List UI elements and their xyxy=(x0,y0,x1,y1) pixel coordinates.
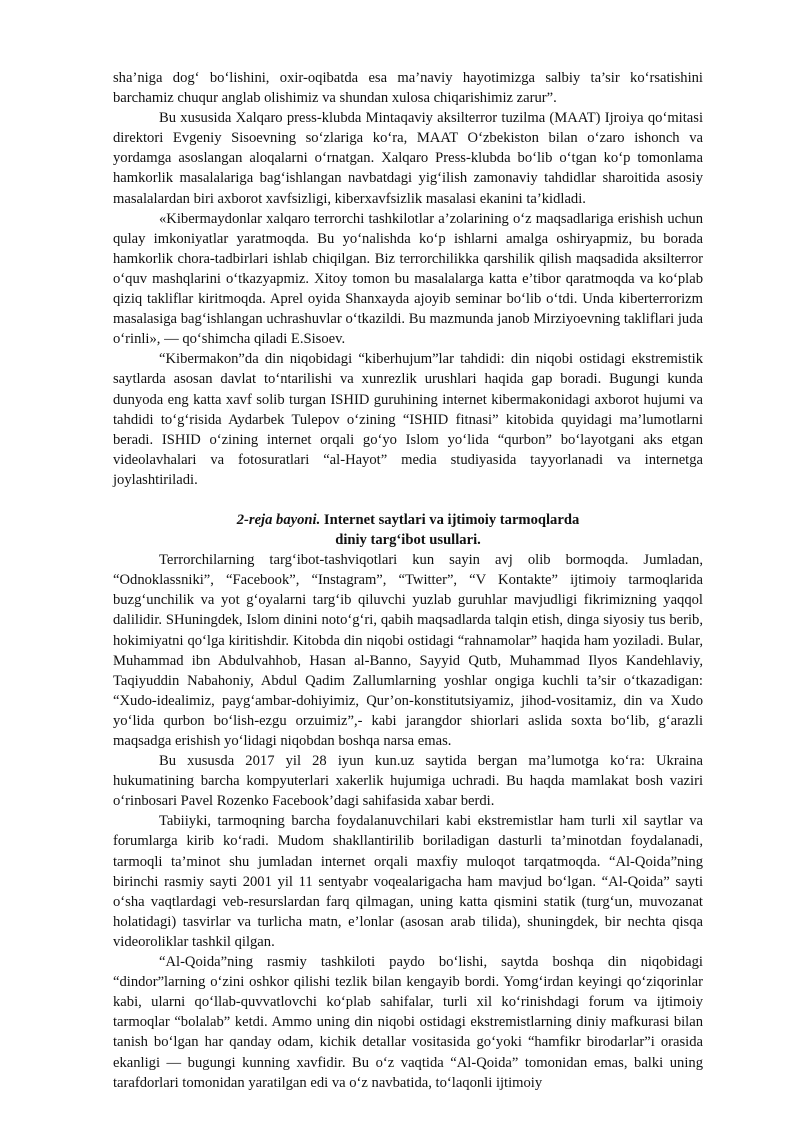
document-page xyxy=(113,68,703,1093)
paragraph-terrorchilar: Terrorchilarning targ‘ibot-tashviqotlari kun sayin avj olib bormoqda. Jumladan, “Odnoklassniki”, “Facebook”, “Instagram”, “Twitter”, “V Kontakte” ijtimoiy tarmoqlarida buzg‘unchilik va yot g‘oyalarni targ‘ib qiluvchi yuzlab guruhlar mavjudligi fikrimizning yaqqol dalilidir. SHuningdek, Islom dinini noto‘g‘ri, qabih maqsadlarda talqin etish, dinga siyosiy tus berib, hokimiyatni qo‘lga kiritishdir. Kitobda din niqobi ostidagi “rahnamolar” haqida ham yoziladi. Bular, Muhammad ibn Abdulvahhob, Hasan al-Banno, Sayyid Qutb, Muhammad Ilyos Kandehlaviy, Taqiyuddin Nabahoniy, Abdul Qadim Zallumlarning yoshlar ongiga kuchli ta’sir o‘tkazadigan: “Xudo-idealimiz, payg‘ambar-dohiyimiz, Qur’on-konstitutsiyamiz, jihod-vositamiz, din va Xudo yo‘lida qurbon bo‘lish-ezgu orzuimiz”,- kabi jarangdor shiorlari aslida soxta bo‘lib, g‘arazli maqsadga erishish yo‘lidagi niqobdan boshqa narsa emas. xyxy=(113,552,703,749)
paragraph-kibermaydon-quote: «Kibermaydonlar xalqaro terrorchi tashkilotlar a’zolarining o‘z maqsadlariga erishish uchun qulay imkoniyatlar yaratmoqda. Bu yo‘nalishda ko‘p ishlarni amalga oshiryapmiz, bu borada hamkorlik chora-tadbirlari ishlab chiqilgan. Biz terrorchilikka qarshilik qilish maqsadida aksilterror o‘quv mashqlarini o‘tkazyapmiz. Xitoy tomon bu masalalarga katta e’tibor qaratmoqda va ko‘plab qiziq takliflar kiritmoqda. Aprel oyida Shanxayda ajoyib seminar bo‘lib o‘tdi. Unda kiberterrorizm masalasiga bag‘ishlangan uchrashuvlar o‘tkazildi. Bu mazmunda janob Mirziyoevning takliflari juda o‘rinli», — qo‘shimcha qiladi E.Sisoev. xyxy=(113,210,703,348)
paragraph-kibermakon: “Kibermakon”da din niqobidagi “kiberhujum”lar tahdidi: din niqobi ostidagi ekstremistik saytlarda asosan davlat to‘ntarilishi va xunrezlik urushlari haqida gap boradi. Bugungi kunda dunyoda eng katta xavf solib turgan ISHID guruhining internet kibermakonidagi axborot hujumi va tahdidi to‘g‘risida Aydarbek Tulepov o‘zining “ISHID fitnasi” kitobida quyidagi ma’lumotlarni beradi. ISHID o‘zining internet orqali go‘yo Islom yo‘lida “qurbon” bo‘layotgani aks etgan videolavhalari va fotosuratlari “al-Hayot” media studiyasida tayyorlanadi va internetga joylashtiriladi. xyxy=(113,351,703,488)
section-heading xyxy=(113,510,703,550)
section-heading-line-2: diniy targ‘ibot usullari. xyxy=(335,532,481,549)
paragraph-al-qoida: “Al-Qoida”ning rasmiy tashkiloti paydo bo‘lishi, saytda boshqa din niqobidagi “dindor”larning o‘zini oshkor qilishi tezlik bilan kengayib bordi. Yomg‘irdan keyingi qo‘ziqorinlar kabi, ularni qo‘llab-quvvatlovchi ko‘plab sahifalar, turli xil ko‘rinishdagi forum va ijtimoiy tarmoqlar “bolalab” ketdi. Ammo uning din niqobi ostidagi ekstremistlarning diniy mafkurasi bilan tanish bo‘lgan har qanday odam, kichik detallar vositasida go‘yoki “hamfikr birodarlar”i orasida ekanligi — bugungi kunning xavfidir. Bu o‘z vaqtida “Al-Qoida” tomonidan emas, balki uning tarafdorlari tomonidan yaratilgan edi va o‘z navbatida, to‘laqonli ijtimoiy xyxy=(113,954,703,1091)
paragraph-maat: Bu xususida Xalqaro press-klubda Mintaqaviy aksilterror tuzilma (MAAT) Ijroiya qo‘mitasi direktori Evgeniy Sisoevning so‘zlariga ko‘ra, MAAT O‘zbekiston bilan o‘zaro ishonch va yordamga asoslangan aloqalarni o‘rnatgan. Xalqaro Press-klubda bo‘lib o‘tgan ko‘p tomonlama hamkorlik masalalariga bag‘ishlangan navbatdagi yig‘ilish zamonaviy tahdidlar sharoitida asosiy masalalardan biri axborot xavfsizligi, kiberxavfsizlik masalasi ekanini ta’kidladi. xyxy=(113,110,703,207)
section-heading-label: 2-reja bayoni. xyxy=(236,511,321,528)
section-heading-title: Internet saytlari va ijtimoiy tarmoqlarda xyxy=(320,511,580,528)
paragraph-tabiiyki: Tabiiyki, tarmoqning barcha foydalanuvchilari kabi ekstremistlar ham turli xil saytlar va forumlarga kirib ko‘radi. Mudom shakllantirilib boriladigan dasturli ta’minotdan foydalanadi, tarmoqli ta’minot shu jumladan internet orqali maxfiy muloqot tarqatmoqda. “Al-Qoida”ning birinchi rasmiy sayti 2001 yil 11 sentyabr voqealarigacha ham mavjud bo‘lgan. “Al-Qoida” sayti o‘sha vaqtlardagi veb-resurslardan farq qilmagan, uning katta qismini statik (turg‘un, muvozanat holatidagi) tasvirlar va turlicha matn, e’lonlar (asosan arab tilida), shuningdek, bir nechta qisqa videoroliklar tashkil qilgan. xyxy=(113,813,703,950)
paragraph-ukraina: Bu xususda 2017 yil 28 iyun kun.uz saytida bergan ma’lumotga ko‘ra: Ukraina hukumatining barcha kompyuterlari xakerlik hujumiga uchradi. Bu haqda mamlakat bosh vaziri o‘rinbosari Pavel Rozenko Facebook’dagi sahifasida xabar berdi. xyxy=(113,753,703,810)
section-heading-line-1 xyxy=(113,510,703,530)
paragraph-continuation: sha’niga dog‘ bo‘lishini, oxir-oqibatda esa ma’naviy hayotimizga salbiy ta’sir ko‘rsatishini barchamiz chuqur anglab olishimiz va shundan xulosa chiqarishimiz zarur”. xyxy=(113,70,703,107)
